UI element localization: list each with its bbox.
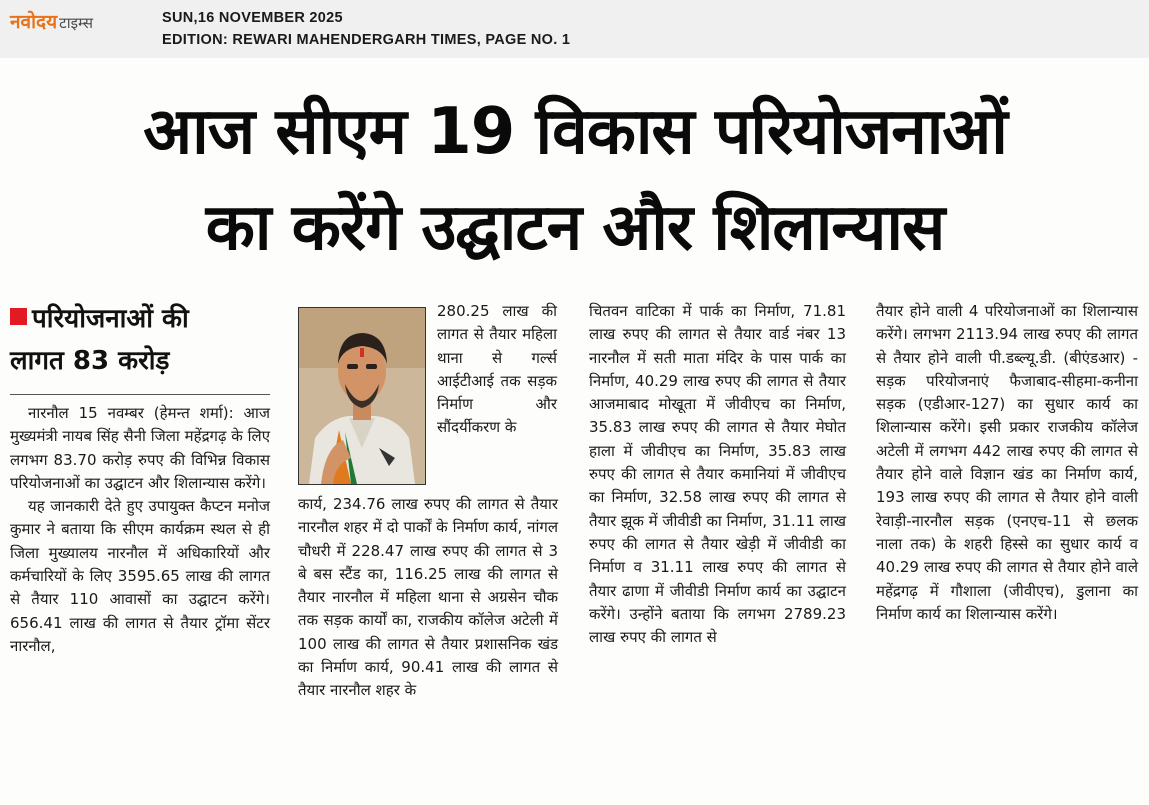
article-column-3 <box>589 300 846 649</box>
logo-main: नवोदय <box>10 11 58 33</box>
paragraph: नारनौल 15 नवम्बर (हेमन्त शर्मा): आज मुख्यमंत्री नायब सिंह सैनी जिला महेंद्रगढ़ के लिए लगभग 83.70 करोड़ रुपए की विभिन्न विकास परियोजनाओं का उद्घाटन और शिलान्यास करेंगे। <box>10 404 270 492</box>
logo-sub: टाइम्स <box>59 14 93 32</box>
header-bar <box>0 0 1149 58</box>
newspaper-logo[interactable] <box>10 8 93 34</box>
subheading-line-1: परियोजनाओं की <box>32 304 189 334</box>
paragraph: कार्य, 234.76 लाख रुपए की लागत से तैयार नारनौल शहर में दो पार्कों के निर्माण कार्य, नांगल चौधरी में 228.47 लाख रुपए की लागत से 3 बे बस स्टैंड का, 116.25 लाख की लागत से तैयार नारनौल में महिला थाना से अग्रसेन चौक तक सड़क कार्यों का, राजकीय कॉलेज अटेली में 100 लाख की लागत से तैयार प्रशासनिक खंड का निर्माण कार्य, 90.41 लाख की लागत से तैयार नारनौल शहर के <box>298 495 558 700</box>
headline-line-1: आज सीएम 19 विकास परियोजनाओं <box>143 95 1007 169</box>
edition-info <box>162 7 570 51</box>
divider <box>10 394 270 395</box>
article-column-4 <box>876 300 1138 626</box>
edition-date: SUN,16 NOVEMBER 2025 <box>162 10 343 26</box>
article-column-1 <box>10 402 270 658</box>
bullet-square-icon <box>10 308 27 325</box>
paragraph: तैयार होने वाली 4 परियोजनाओं का शिलान्यास करेंगे। लगभग 2113.94 लाख रुपए की लागत से तैयार होने वाली पी.डब्ल्यू.डी. (बीएंडआर) - सड़क परियोजनाएं फैजाबाद-सीहमा-कनीना सड़क (एडीआर-127) का सुधार कार्य का शिलान्यास करेंगे। इसी प्रकार राजकीय कॉलेज अटेली में लगभग 442 लाख रुपए की लागत से तैयार होने वाले विज्ञान खंड का निर्माण कार्य, 193 लाख रुपए की लागत से तैयार होने वाली रेवाड़ी-नारनौल सड़क (एनएच-11 से छलक नाला तक) के शहरी हिस्से का सुधार कार्य व 40.29 लाख रुपए की लागत से तैयार होने वाले महेंद्रगढ़ में गौशाला (जीवीएच), डुलाना का निर्माण कार्य का शिलान्यास करेंगे। <box>876 302 1138 623</box>
subheading <box>10 298 278 382</box>
headline <box>10 84 1140 276</box>
article-column-2-bottom <box>298 493 558 703</box>
subheading-line-2: लागत 83 करोड़ <box>10 346 170 376</box>
paragraph: 280.25 लाख की लागत से तैयार महिला थाना से गर्ल्स आईटीआई तक सड़क निर्माण और सौंदर्यीकरण के <box>437 302 557 437</box>
cm-photo <box>298 307 426 485</box>
paragraph: चितवन वाटिका में पार्क का निर्माण, 71.81 लाख रुपए की लागत से तैयार वार्ड नंबर 13 नारनौल में सती माता मंदिर के पास पार्क का निर्माण, 40.29 लाख रुपए की लागत से तैयार आजमाबाद मोखूता में जीवीएच का निर्माण, 35.83 लाख रुपए की लागत से तैयार मेघोत हाला में जीवीएच का निर्माण, 35.83 लाख रुपए की लागत से तैयार कमानियां में जीवीएच का निर्माण, 32.58 लाख रुपए की लागत से तैयार झूक में जीवीडी का निर्माण, 31.11 लाख रुपए की लागत से तैयार खेड़ी में जीवीडी का निर्माण व 31.11 लाख रुपए की लागत से तैयार ढाणा में जीवीडी निर्माण कार्य का उद्घाटन करेंगे। उन्होंने बताया कि लगभग 2789.23 लाख रुपए की लागत से <box>589 302 846 647</box>
headline-line-2: का करेंगे उद्घाटन और शिलान्यास <box>205 191 945 265</box>
portrait-illustration <box>299 308 425 484</box>
paragraph: यह जानकारी देते हुए उपायुक्त कैप्टन मनोज कुमार ने बताया कि सीएम कार्यक्रम स्थल से ही जिला मुख्यालय नारनौल में अधिकारियों और कर्मचारियों के लिए 3595.65 लाख की लागत से तैयार 110 आवासों का उद्घाटन करेंगे।656.41 लाख की लागत से तैयार ट्रॉमा सेंटर नारनौल, <box>10 497 270 655</box>
article-column-2-top <box>437 300 557 440</box>
edition-name: EDITION: REWARI MAHENDERGARH TIMES, PAGE NO. 1 <box>162 32 571 48</box>
